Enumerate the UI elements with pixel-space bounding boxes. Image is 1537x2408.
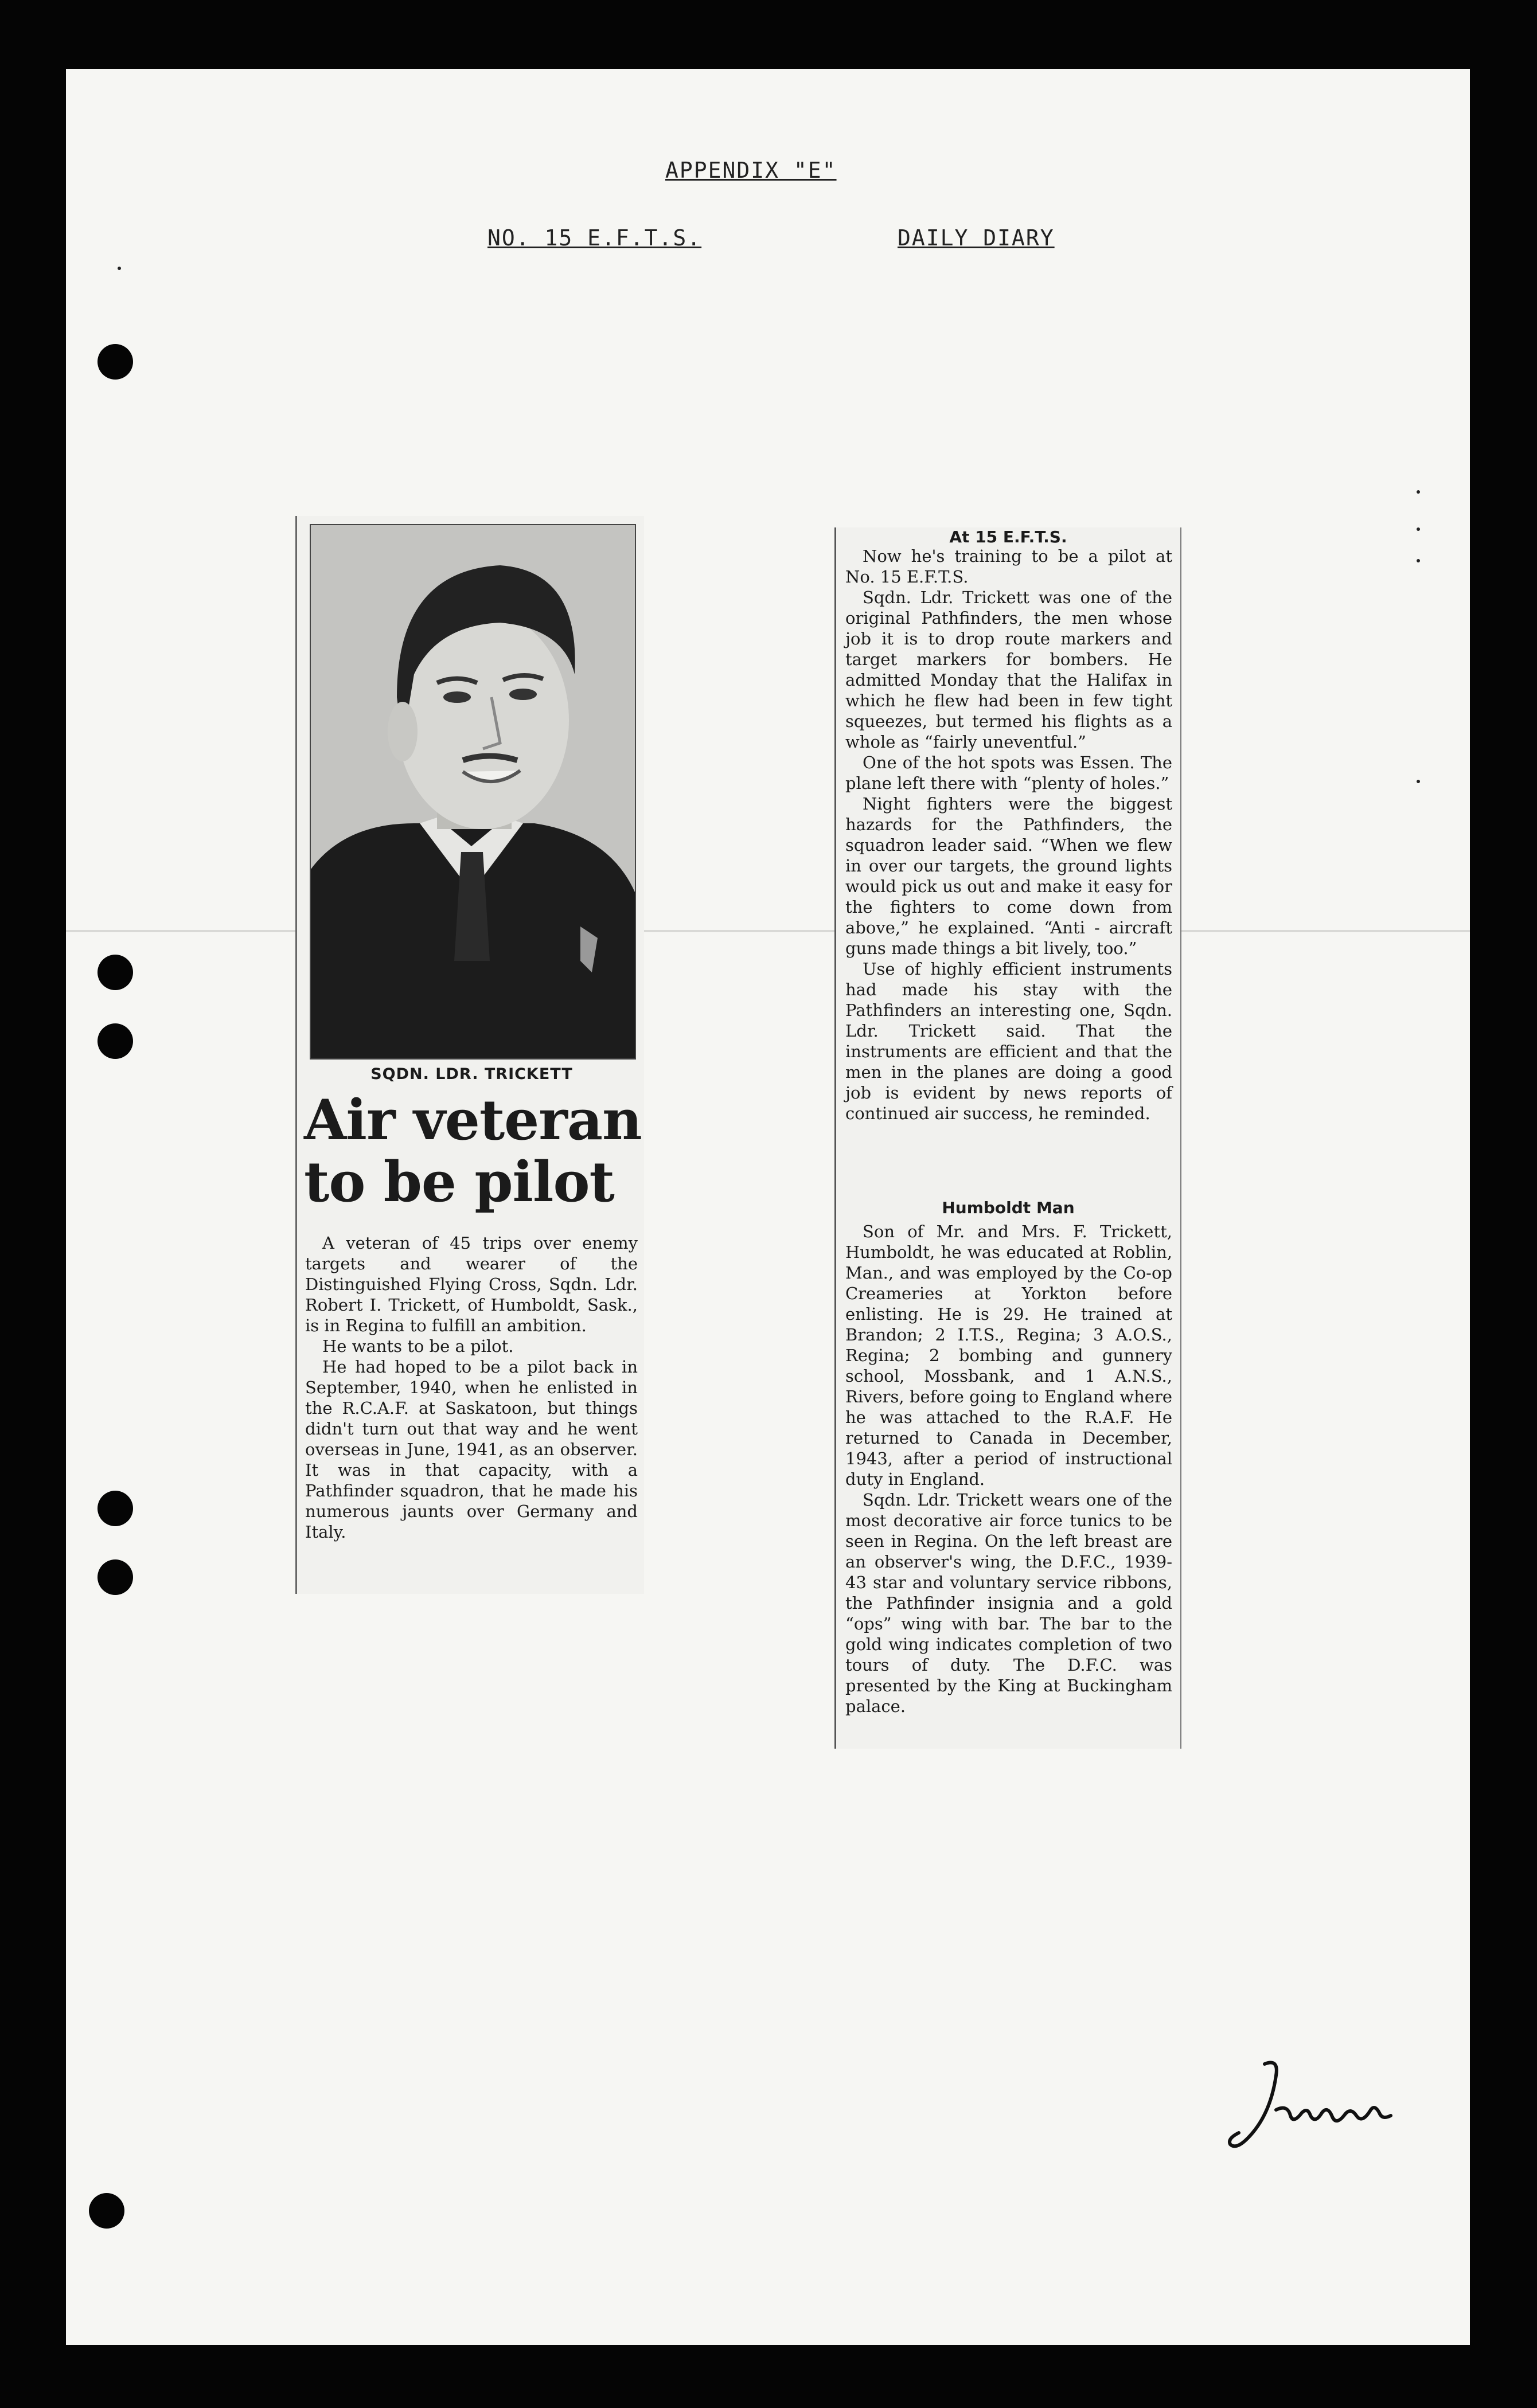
speck — [1417, 490, 1420, 494]
punch-hole — [97, 1559, 133, 1595]
headline-line: to be pilot — [304, 1150, 614, 1214]
paragraph: Night fighters were the biggest hazards for the Pathfinders, the squadron leader said. “When we flew in over our targets, the ground lights would pick us out and make it easy for the fighters to come down from above,” he explained. “Anti - aircraft guns made things a bit lively, too.” — [845, 794, 1172, 958]
paragraph: Son of Mr. and Mrs. F. Trickett, Humboldt, he was educated at Roblin, Man., and was employed by the Co-op Creameries at Yorkton before enlisting. He is 29. He trained at Brandon; 2 I.T.S., Regina; 3 A.O.S., Regina; 2 bombing and gunnery school, Mossbank, and 1 A.N.S., Rivers, before going to England where he was attached to the R.A.F. He returned to Canada in December, 1943, after a period of instructional duty in England. — [845, 1222, 1172, 1489]
signature — [1224, 2053, 1396, 2156]
clipping-right — [834, 527, 1181, 1749]
paragraph: Use of highly efficient instruments had made his stay with the Pathfinders an interesting one, Sqdn. Ldr. Trickett said. That the instruments are efficient and that the men in the planes are doing a good job is evident by news reports of continued air success, he reminded. — [845, 959, 1172, 1123]
article-body-right-1 — [845, 546, 1172, 1124]
speck — [1417, 527, 1420, 531]
portrait-photo — [310, 524, 636, 1060]
paragraph: Now he's training to be a pilot at No. 15 E.F.T.S. — [845, 546, 1172, 587]
punch-hole — [97, 955, 133, 990]
paragraph: One of the hot spots was Essen. The plane left there with “plenty of holes.” — [845, 753, 1172, 793]
speck — [1417, 780, 1420, 783]
punch-hole — [97, 1023, 133, 1059]
appendix-title: APPENDIX "E" — [665, 158, 837, 183]
photo-caption: SQDN. LDR. TRICKETT — [370, 1065, 573, 1083]
portrait-illustration — [311, 525, 635, 1058]
subhead: Humboldt Man — [942, 1198, 1075, 1217]
paragraph: Sqdn. Ldr. Trickett wears one of the most decorative air force tunics to be seen in Regina. On the left breast are an observer's wing, the D.F.C., 1939-43 star and voluntary service ribbons, the Pathfinder insignia and a gold “ops” wing with bar. The bar to the gold wing indicates completion of two tours of duty. The D.F.C. was presented by the King at Buckingham palace. — [845, 1490, 1172, 1716]
punch-hole — [89, 2193, 124, 2229]
paragraph: He had hoped to be a pilot back in September, 1940, when he enlisted in the R.C.A.F. at Saskatoon, but things didn't turn out that way and he went overseas in June, 1941, as an observer. It was in that capacity, with a Pathfinder squadron, that he made his numerous jaunts over Germany and Italy. — [305, 1357, 638, 1542]
article-body-right-2 — [845, 1221, 1172, 1717]
unit-title: NO. 15 E.F.T.S. — [487, 225, 702, 251]
speck — [118, 267, 121, 270]
speck — [1417, 559, 1420, 562]
paragraph: A veteran of 45 trips over enemy targets and wearer of the Distinguished Flying Cross, Sqdn. Ldr. Robert I. Trickett, of Humboldt, Sask., is in Regina to fulfill an ambition. — [305, 1233, 638, 1335]
diary-title: DAILY DIARY — [898, 225, 1055, 251]
clipping-left — [295, 516, 644, 1594]
paragraph: Sqdn. Ldr. Trickett was one of the original Pathfinders, the men whose job it is to drop route markers and target markers for bombers. He admitted Monday that the Halifax in which he flew had been in few tight squeezes, but termed his flights as a whole as “fairly uneventful.” — [845, 588, 1172, 752]
punch-hole — [97, 344, 133, 380]
document-page — [66, 69, 1470, 2345]
article-body-left — [305, 1233, 638, 1542]
subhead: At 15 E.F.T.S. — [949, 527, 1067, 546]
headline — [304, 1089, 642, 1213]
paragraph: He wants to be a pilot. — [322, 1336, 514, 1356]
headline-line: Air veteran — [304, 1088, 642, 1152]
fold-line — [66, 930, 1470, 932]
punch-hole — [97, 1491, 133, 1526]
